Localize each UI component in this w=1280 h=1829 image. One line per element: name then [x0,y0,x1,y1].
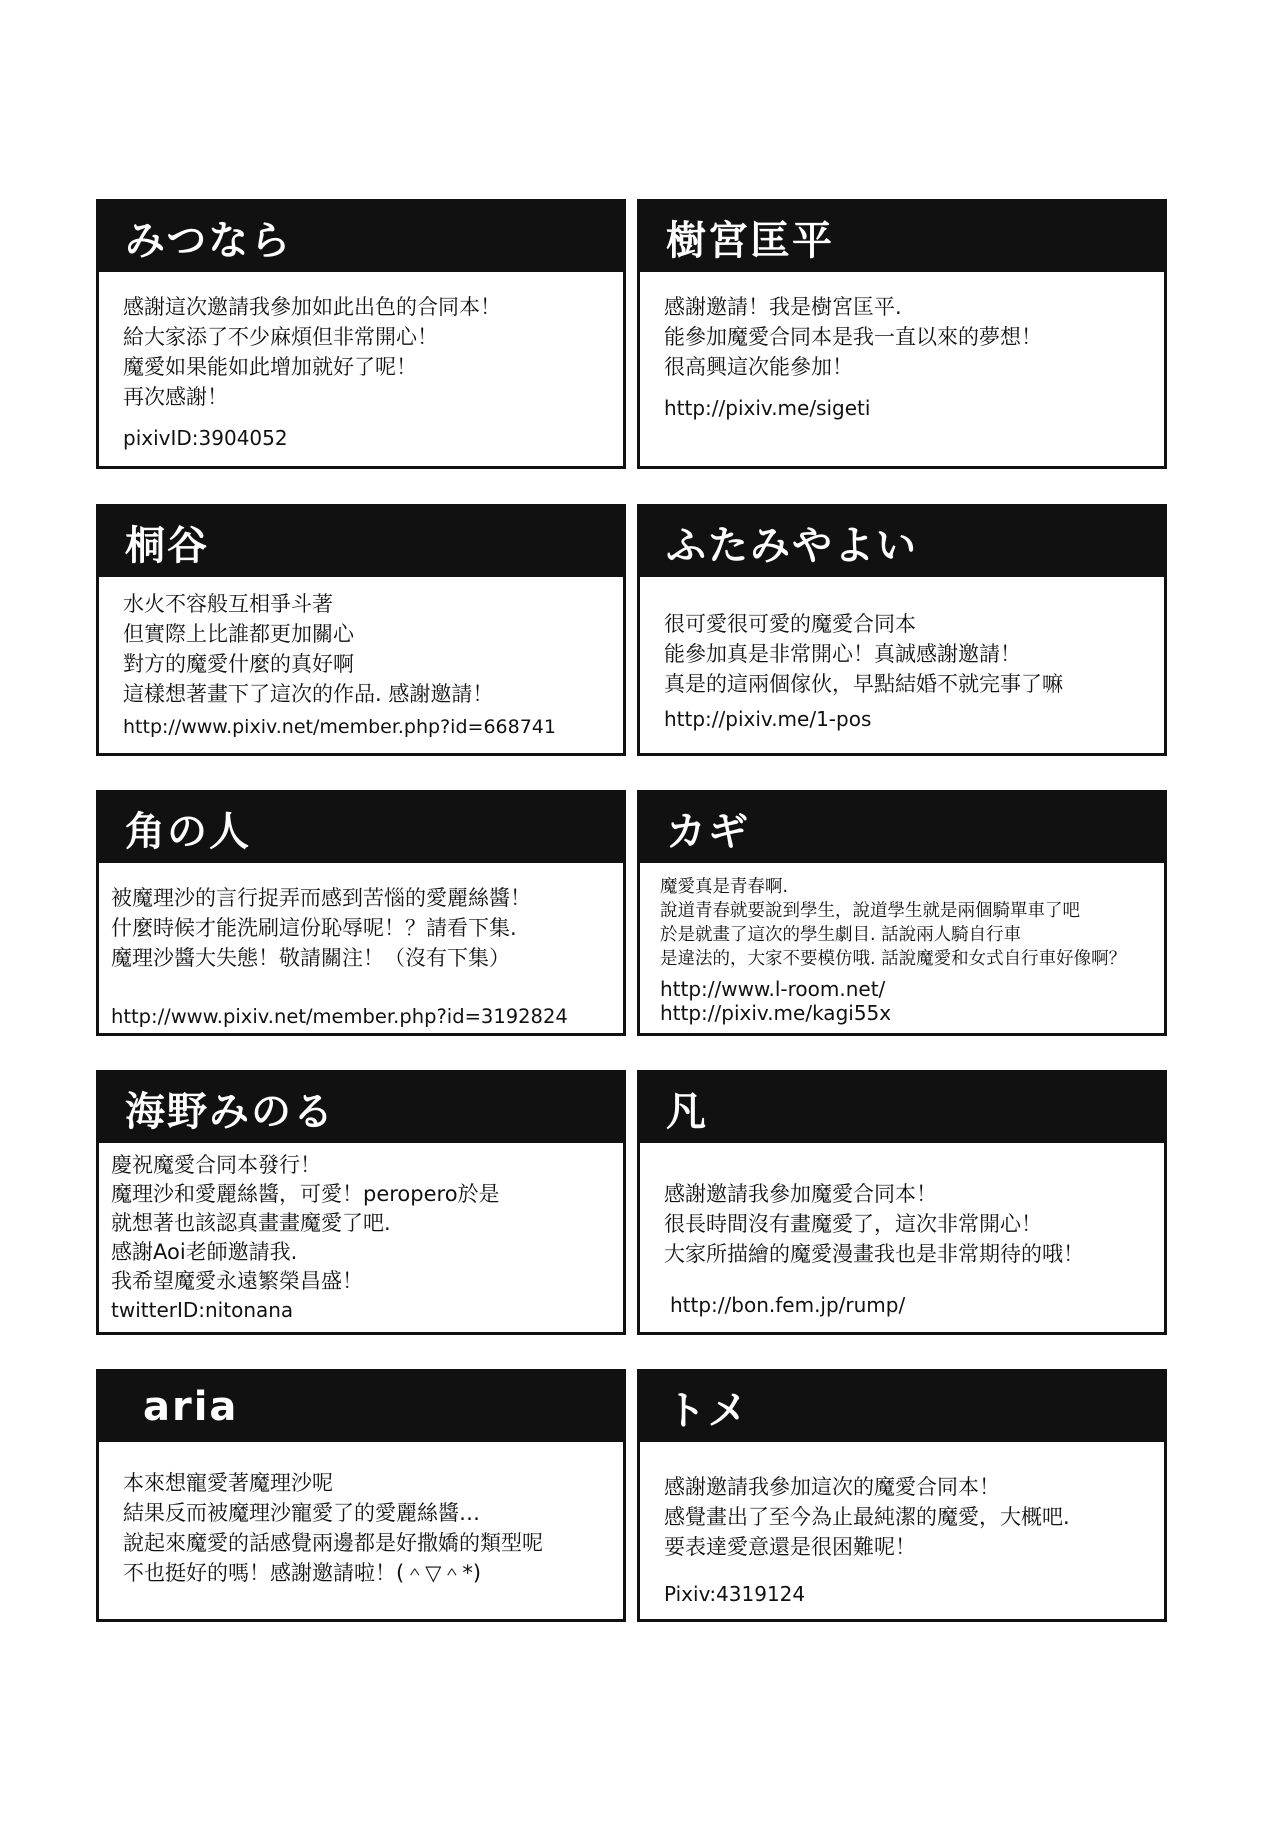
card-header [99,793,623,863]
message-line: 我希望魔愛永遠繁榮昌盛！ [111,1269,363,1293]
message-line: 什麼時候才能洗刷這份恥辱呢！？請看下集. [111,916,517,940]
message-line: 魔理沙和愛麗絲醬，可愛！peropero於是 [111,1182,500,1206]
message-line: 感謝邀請我參加魔愛合同本！ [664,1182,937,1206]
contributor-name: 海野みのる [125,1088,335,1135]
message-line: 對方的魔愛什麼的真好啊 [123,652,354,676]
card-header [99,202,623,272]
contributor-card [96,1369,626,1622]
contributor-card [637,1070,1167,1335]
contributor-name: 凡 [666,1088,708,1135]
message-line: 能參加魔愛合同本是我一直以來的夢想！ [664,325,1042,349]
contact-link: http://www.l-room.net/ [660,977,886,1001]
message-line: 結果反而被魔理沙寵愛了的愛麗絲醬… [123,1501,480,1525]
message-line: 被魔理沙的言行捉弄而感到苦惱的愛麗絲醬！ [111,886,531,910]
contributor-name: 角の人 [125,808,251,855]
message-line: 說起來魔愛的話感覺兩邊都是好撒嬌的類型呢 [123,1531,543,1555]
message-line: 再次感謝！ [123,385,228,409]
message-line: 但實際上比誰都更加關心 [123,622,354,646]
card-header [99,1073,623,1143]
contributor-card [637,1369,1167,1622]
contact-link: http://pixiv.me/1-pos [664,707,872,731]
message-line: 真是的這兩個傢伙，早點結婚不就完事了嘛 [664,672,1063,696]
contact-link: http://www.pixiv.net/member.php?id=3192824 [111,1005,568,1028]
card-body [640,863,1164,1025]
contact-link: http://bon.fem.jp/rump/ [670,1293,906,1317]
message-line: 很長時間沒有畫魔愛了，這次非常開心！ [664,1212,1042,1236]
message-line: 就想著也該認真畫畫魔愛了吧. [111,1211,391,1235]
message-line: 於是就畫了這次的學生劇目. 話說兩人騎自行車 [660,925,1022,945]
message-line: 慶祝魔愛合同本發行！ [111,1153,321,1177]
card-body [99,272,623,452]
card-body [99,577,623,741]
message-line: 感謝這次邀請我參加如此出色的合同本！ [123,295,501,319]
message-line: 感謝邀請我參加這次的魔愛合同本！ [664,1475,1000,1499]
message-line: 感謝Aoi老師邀請我. [111,1240,298,1264]
message-line: 給大家添了不少麻煩但非常開心！ [123,325,438,349]
card-body [640,1442,1164,1608]
contact-link: pixivID:3904052 [123,426,288,450]
message-line: 魔愛如果能如此增加就好了呢！ [123,355,417,379]
card-body [99,863,623,1031]
contributor-card [96,504,626,756]
card-header [99,1372,623,1442]
card-header [640,1372,1164,1442]
card-body [99,1442,623,1588]
message-line: 大家所描繪的魔愛漫畫我也是非常期待的哦！ [664,1242,1084,1266]
contributor-card [96,199,626,469]
message-line: 不也挺好的嗎！感謝邀請啦！(＾▽＾*) [123,1561,482,1585]
message-line: 要表達愛意還是很困難呢！ [664,1535,916,1559]
contributor-card [637,199,1167,469]
contact-link: http://pixiv.me/sigeti [664,396,871,420]
contributor-card [637,504,1167,756]
contributor-name: みつなら [125,217,293,264]
contributor-name: 桐谷 [125,522,209,569]
contributor-name: ふたみやよい [666,522,918,569]
card-body [640,577,1164,733]
contact-link: twitterID:nitonana [111,1298,294,1322]
contact-link: http://pixiv.me/kagi55x [660,1001,892,1025]
contributor-name: aria [143,1384,239,1430]
card-header [99,507,623,577]
card-body [640,1143,1164,1319]
card-body [99,1143,623,1324]
message-line: 這樣想著畫下了這次的作品. 感謝邀請！ [123,682,494,706]
contributor-card [96,1070,626,1335]
message-line: 說道青春就要說到學生，說道學生就是兩個騎單車了吧 [660,901,1080,921]
contributor-name: 樹宮匡平 [666,217,834,264]
contributor-name: カギ [666,808,750,855]
message-line: 是違法的，大家不要模仿哦. 話說魔愛和女式自行車好像啊？ [660,949,1127,969]
message-line: 能參加真是非常開心！真誠感謝邀請！ [664,642,1021,666]
message-line: 很可愛很可愛的魔愛合同本 [664,612,916,636]
contact-link: http://www.pixiv.net/member.php?id=668741 [123,716,556,738]
message-line: 很高興這次能參加！ [664,355,853,379]
message-line: 感謝邀請！我是樹宮匡平. [664,295,902,319]
message-line: 魔理沙醬大失態！敬請關注！（沒有下集） [111,946,510,970]
card-header [640,507,1164,577]
card-header [640,1073,1164,1143]
message-line: 水火不容般互相爭斗著 [123,592,333,616]
message-line: 本來想寵愛著魔理沙呢 [123,1471,333,1495]
message-line: 感覺畫出了至今為止最純潔的魔愛，大概吧. [664,1505,1070,1529]
card-header [640,202,1164,272]
contributor-card [96,790,626,1036]
message-line: 魔愛真是青春啊. [660,877,789,897]
contact-link: Pixiv:4319124 [664,1582,806,1606]
contributor-name: トメ [666,1387,750,1434]
contributor-card [637,790,1167,1036]
card-body [640,272,1164,422]
card-header [640,793,1164,863]
